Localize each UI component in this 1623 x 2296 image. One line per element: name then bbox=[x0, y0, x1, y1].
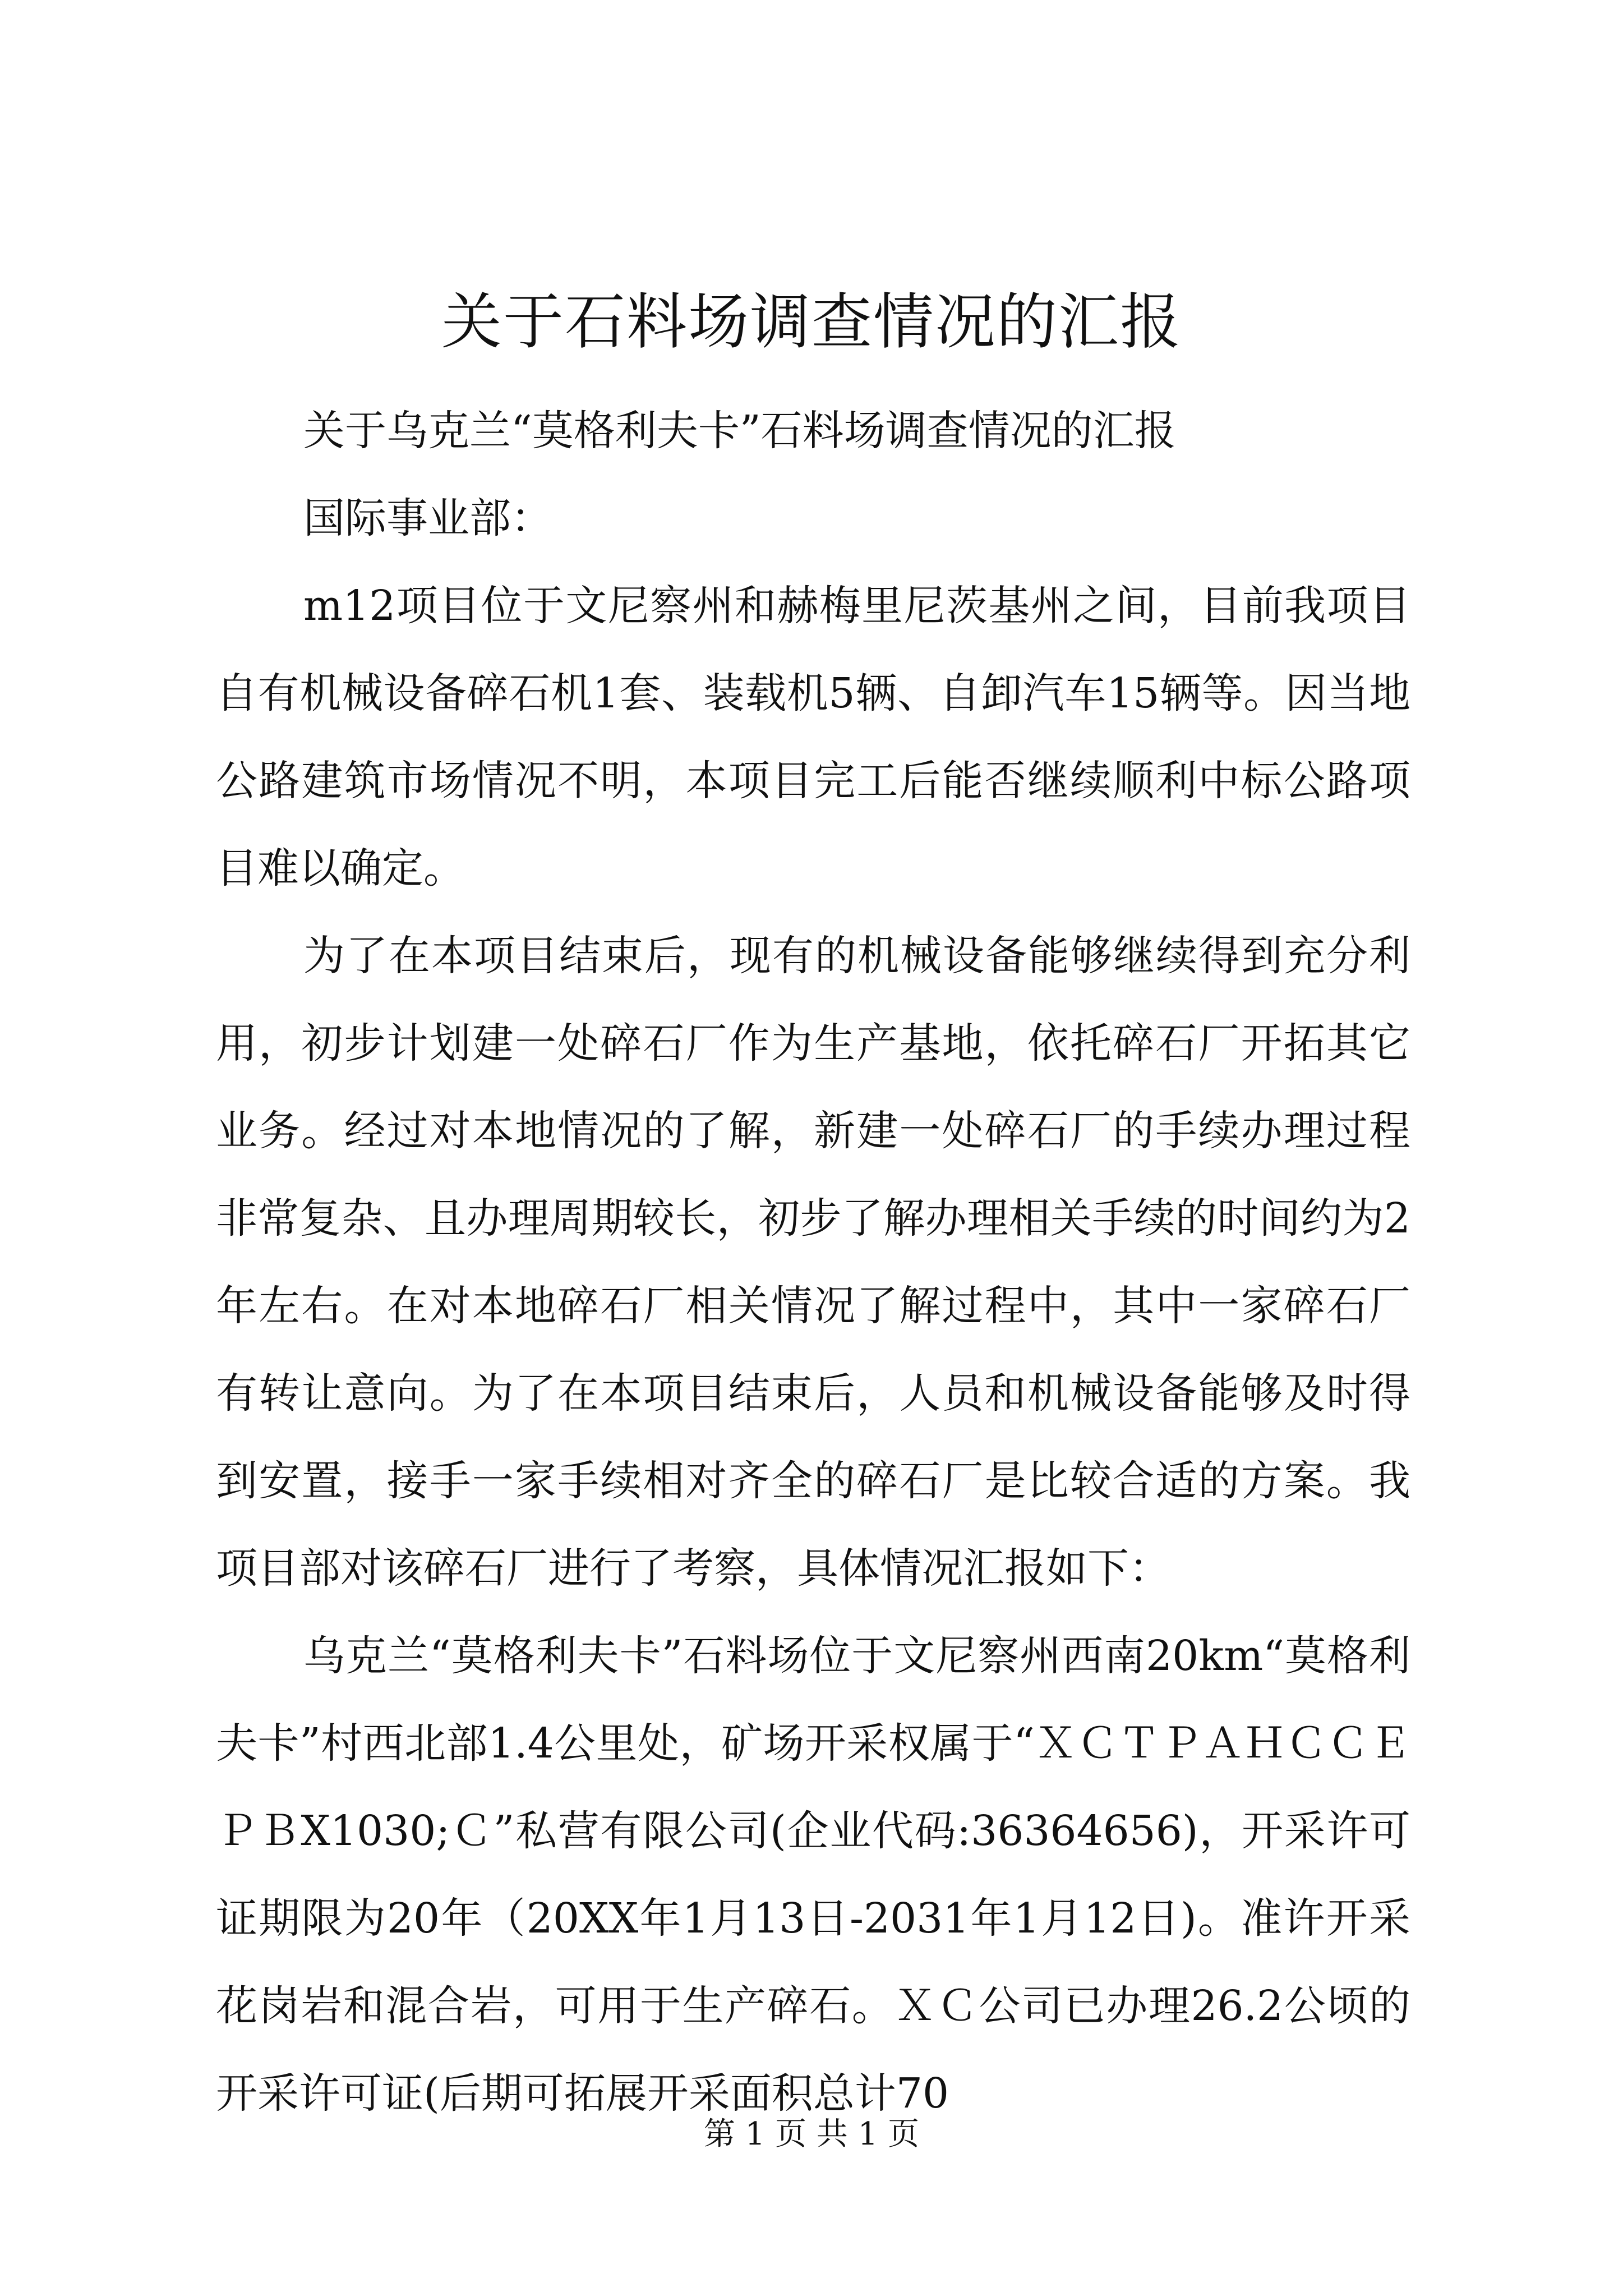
body-paragraph-plan: 为了在本项目结束后，现有的机械设备能够继续得到充分利用，初步计划建一处碎石厂作为生产基地，依托碎石厂开拓其它业务。经过对本地情况的了解，新建一处碎石厂的手续办理过程非常复杂、且办理周期较长，初步了解办理相关手续的时间约为2年左右。在对本地碎石厂相关情况了解过程中，其中一家碎石厂有转让意向。为了在本项目结束后，人员和机械设备能够及时得到安置，接手一家手续相对齐全的碎石厂是比较合适的方案。我项目部对该碎石厂进行了考察，具体情况汇报如下： bbox=[216, 932, 1410, 1593]
subtitle-paragraph: 关于乌克兰“莫格利夫卡”石料场调查情况的汇报 bbox=[303, 407, 1176, 455]
document-title: 关于石料场调查情况的汇报 bbox=[441, 287, 1182, 357]
addressee-paragraph: 国际事业部： bbox=[303, 494, 552, 542]
page-number-footer: 第 1 页 共 1 页 bbox=[703, 2116, 920, 2152]
body-paragraph-project: m12项目位于文尼察州和赫梅里尼茨基州之间，目前我项目自有机械设备碎石机1套、装载机5辆、自卸汽车15辆等。因当地公路建筑市场情况不明，本项目完工后能否继续顺利中标公路项目难以确定。 bbox=[216, 582, 1410, 892]
document-body bbox=[216, 387, 1410, 2137]
body-paragraph-quarry: 乌克兰“莫格利夫卡”石料场位于文尼察州西南20km“莫格利夫卡”村西北部1.4公里处，矿场开采权属于“ＸＣＴＰＡＨＣＣＥＰＢX1030;Ｃ”私营有限公司(企业代码:36364656)，开采许可证期限为20年（20XX年1月13日-2031年1月12日)。准许开采花岗岩和混合岩，可用于生产碎石。ＸＣ公司已办理26.2公顷的开采许可证(后期可拓展开采面积总计70 bbox=[216, 1632, 1410, 2118]
